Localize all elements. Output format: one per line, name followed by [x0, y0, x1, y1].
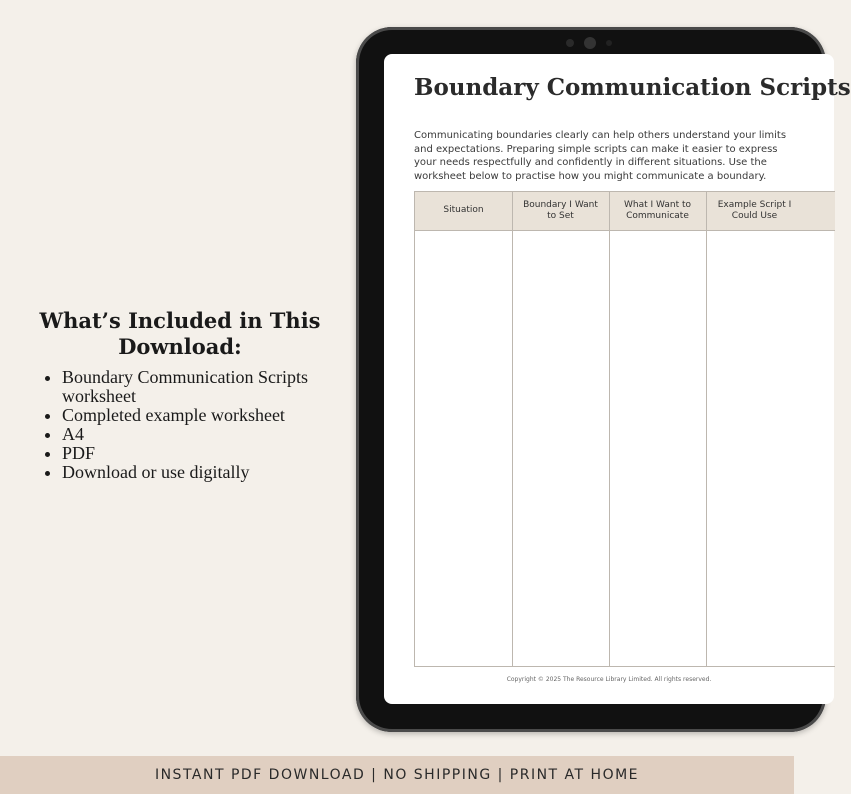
tablet-screen: [384, 54, 851, 704]
included-item: • Download or use digitally: [62, 463, 330, 482]
worksheet-table: [414, 191, 835, 667]
column-header-boundary: Boundary I Want to Set: [523, 199, 598, 221]
banner-text: INSTANT PDF DOWNLOAD | NO SHIPPING | PRINT AT HOME: [154, 767, 640, 783]
column-header-communicate: What I Want to Communicate: [624, 199, 691, 221]
table-column: [415, 192, 513, 666]
copyright-text: Copyright © 2025 The Resource Library Limited. All rights reserved.: [506, 676, 712, 683]
column-header-situation: Situation: [443, 205, 484, 216]
tablet-device: [356, 27, 851, 732]
table-column: [609, 192, 707, 666]
included-list: [30, 368, 330, 482]
sensor-dot: [566, 39, 574, 47]
included-section: [30, 308, 330, 482]
camera-lens: [584, 37, 596, 49]
included-item: • PDF: [62, 444, 330, 463]
table-column: [512, 192, 610, 666]
camera-icon: [566, 37, 626, 49]
table-column: [706, 192, 803, 666]
included-item: • Completed example worksheet: [62, 406, 330, 425]
bottom-banner: [0, 756, 794, 794]
sensor-dot: [606, 40, 612, 46]
column-header-script: Example Script I Could Use: [717, 199, 792, 221]
worksheet-description: Communicating boundaries clearly can help others understand your limits and expectations. Preparing simple scripts can make it easier to express your needs respectfully and confidently in different situations. Use the worksheet below to practise how you might communicate a boundary.: [414, 130, 787, 182]
worksheet-title: Boundary Communication Scripts: [414, 74, 851, 101]
included-heading: What’s Included in This Download:: [39, 308, 321, 359]
included-item: • Boundary Communication Scripts worksheet: [62, 368, 330, 406]
included-item: • A4: [62, 425, 330, 444]
